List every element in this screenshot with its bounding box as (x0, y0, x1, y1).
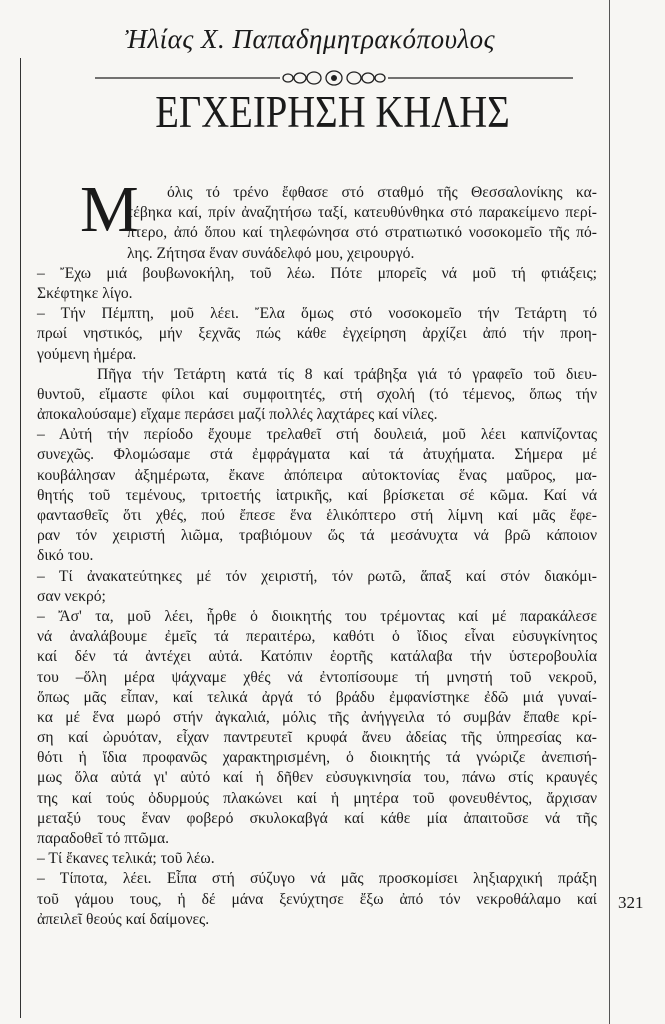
ornament-divider (95, 68, 573, 88)
text-line: ἀπειλεῖ θεούς καί δαίμονες. (37, 910, 210, 928)
text-line: – Τίποτα, λέει. Εἶπα στή σύζυγο νά μᾶς προσκομίσει ληξιαρχική πράξη (37, 870, 597, 888)
text-line: – Τήν Πέμπτη, μοῦ λέει. Ἔλα ὅμως στό νοσοκομεῖο τήν Τετάρτη τό (37, 305, 597, 323)
text-line: τοῦ γάμου τους, ἡ δέ μάνα ξενύχτησε ἔξω ἀπό τόν νεκροθάλαμο καί (37, 890, 597, 908)
left-margin-rule (20, 58, 21, 1018)
right-margin-rule (609, 0, 610, 1024)
text-line: Σκέφτηκε λίγο. (37, 284, 133, 302)
text-line: – Τί ἀνακατεύτηκες μέ τόν χειριστή, τόν ρωτῶ, ἅπαξ καί στόν διακόμι- (37, 567, 597, 585)
text-line: δικό του. (37, 547, 94, 565)
text-line: θυντοῦ, εἴμαστε φίλοι καί συμφοιτητές, στή σχολή (τό τέμενος, ὅπως τήν (37, 385, 597, 403)
text-line: του –ὅλη μέρα ψάχναμε χθές νά ἐντοπίσουμε τή μνηστή τοῦ νεκροῦ, (37, 668, 597, 686)
text-line: λης. Ζήτησα ἕναν συνάδελφό μου, χειρουργό. (127, 244, 415, 262)
text-line: – Ἄσ' τα, μοῦ λέει, ἦρθε ὁ διοικητής του τρέμοντας καί μέ παρακάλεσε (37, 607, 597, 625)
text-line: Πῆγα τήν Τετάρτη κατά τίς 8 καί τράβηξα γιά τό γραφεῖο τοῦ διευ- (97, 365, 597, 383)
text-line: πτερο, ἀπό ὅπου καί τηλεφώνησα στό στρατιωτικό νοσοκομεῖο τῆς πό- (127, 224, 597, 242)
page-number: 321 (618, 893, 644, 912)
text-line: θητής τοῦ τεμένους, τριτοετής ἰατρικῆς, καί βρίσκεται σέ κῶμα. Καί νά (37, 486, 597, 504)
text-line: – Τί ἔκανες τελικά; τοῦ λέω. (37, 850, 215, 868)
chapter-title: ΕΓΧΕΙΡΗΣΗ ΚΗΛΗΣ (155, 87, 510, 137)
text-line: ραν τόν χειριστή λιῶμα, τραβιόμουν ὥς τά μεσάνυχτα νά βρῶ κάποιον (37, 527, 597, 545)
text-line: φαντασθεῖς ὅτι χθές, πού ἔπεσε ἕνα ἑλικόπτερο στή λίμνη καί μᾶς ἔφε- (37, 507, 597, 524)
text-line: της καί τούς ὀδυρμούς πλακώνει καί ἡ μητέρα τοῦ φονευθέντος, ἄρχισαν (37, 789, 597, 807)
text-line: τέβηκα καί, πρίν ἀναζητήσω ταξί, κατευθύνθηκα στό παρακείμενο περί- (127, 204, 597, 222)
text-line: μεταξύ τους ἕναν φοβερό σκυλοκαβγά καί κάθε μία ἀπαιτοῦσε νά τῆς (37, 809, 597, 827)
drop-cap: Μ (80, 173, 139, 246)
text-line: σαν νεκρό; (37, 587, 106, 605)
text-line: πρωί νηστικός, μήν ξεχνᾶς πώς κάθε ἐγχείρηση ἀρχίζει ἀπό τήν προη- (37, 325, 597, 343)
text-line: όλις τό τρένο ἔφθασε στό σταθμό τῆς Θεσσαλονίκης κα- (167, 184, 597, 201)
text-line: ἀποκαλούσαμε) εἴχαμε περάσει μαζί πολλές λαχτάρες καί νίλες. (37, 406, 438, 424)
text-line: καί δέν τά ἀντέχει αὐτά. Κατόπιν ἑορτῆς κατάλαβα τήν ὑστεροβουλία (37, 648, 597, 666)
text-line: συνεχῶς. Φλομώσαμε στά ἐμφράγματα καί τά ἀτυχήματα. Σήμερα μέ (37, 446, 597, 464)
author-name: Ἠλίας Χ. Παπαδημητρακόπουλος (124, 24, 496, 54)
text-line: γούμενη ἡμέρα. (37, 345, 137, 363)
text-line: κουβάλησαν ἀξημέρωτα, ἔκανε ἀπόπειρα αὐτοκτονίας ἕνας μαῦρος, μα- (37, 466, 597, 484)
text-line: ση καί ὠρυόταν, εἶχαν παντρευτεῖ κρυφά ἄνευ ἀδείας τῆς ὑπηρεσίας κα- (37, 729, 597, 747)
text-line: παραδοθεῖ τό πτῶμα. (37, 830, 170, 847)
text-line: – Αὐτή τήν περίοδο ἔχουμε τρελαθεῖ στή δουλειά, μοῦ λέει καπνίζοντας (37, 426, 597, 444)
text-line: θότι ἡ ἴδια προφανῶς χαρακτηρισμένη, ὁ διοικητής τά γνώριζε ἀνεπισή- (37, 749, 597, 767)
text-line: – Ἔχω μιά βουβωνοκήλη, τοῦ λέω. Πότε μπορεῖς νά μοῦ τή φτιάξεις; (37, 264, 597, 282)
text-line: μως ὅλα αὐτά γι' αὐτό καί ἡ δῆθεν εὐσυγκινησία του, πάνω στίς κραυγές (37, 769, 597, 787)
text-line: ὅπως μᾶς εἶπαν, καί τελικά ἀργά τό βράδυ ἐμφανίστηκε ἐδῶ μιά γυναί- (37, 688, 597, 706)
body-text (37, 183, 597, 930)
text-line: κα μέ ἕνα μωρό στήν ἀγκαλιά, μόλις τῆς ἀνήγγειλα τό συμβάν ἔπαθε κρί- (37, 708, 597, 726)
text-line: νά ἀναλάβουμε ἐμεῖς τά περαιτέρω, καθότι ὁ ἴδιος εἶναι εὐσυγκίνητος (37, 628, 597, 646)
